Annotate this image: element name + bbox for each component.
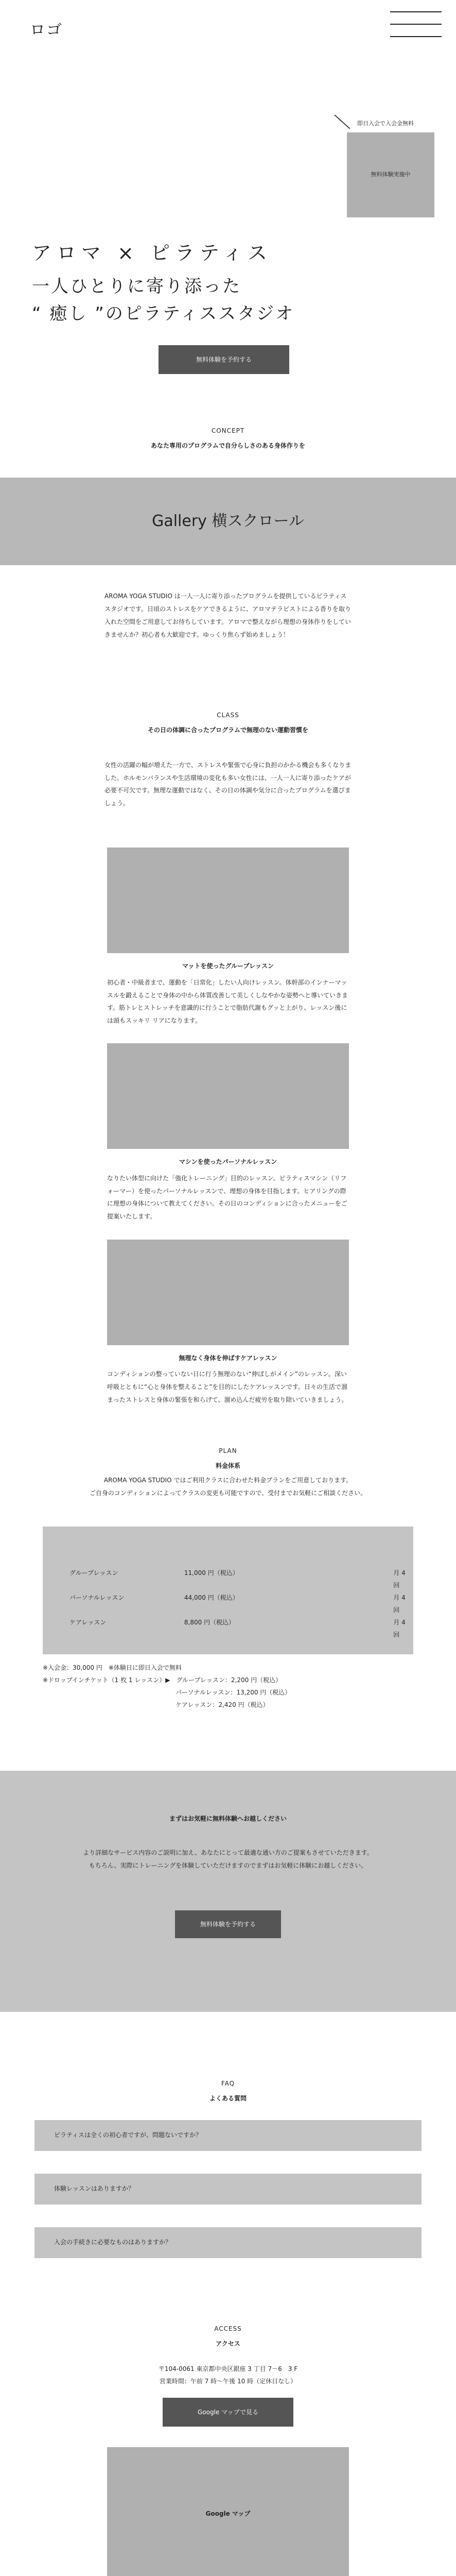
plan-price: 11,000 円（税込） xyxy=(184,1569,239,1577)
hero-subtitle xyxy=(32,273,294,327)
class-item-title: マットを使ったグループレッスン xyxy=(182,962,274,970)
trial-badge[interactable] xyxy=(347,118,440,217)
class-item-title: マシンを使ったパーソナルレッスン xyxy=(179,1158,277,1166)
badge-pointer-line xyxy=(334,114,350,129)
trial-text xyxy=(0,1846,456,1872)
faq-item[interactable]: 入会の手続きに必要なものはありますか？ xyxy=(34,2227,422,2258)
section-label: FAQ xyxy=(221,2080,235,2088)
plan-price-table xyxy=(43,1527,413,1654)
hamburger-menu-icon[interactable] xyxy=(390,11,442,38)
hero-subtitle-line2: “ 癒し ”のピラティススタジオ xyxy=(32,303,295,324)
class-item xyxy=(0,1240,456,1406)
plan-name: パーソナルレッスン xyxy=(69,1594,125,1602)
class-item-text: コンディションの整っていない日に行う無理のない“伸ばしがメイン”のレッスン。深い呼吸とともに“心と身体を整えること”を目的にしたケアレッスンです。日々の生活で溜まったストレスと身体の緊張を和らげて、溜め込んだ疲労を取り除いていきましょう。 xyxy=(107,1370,348,1403)
section-heading: アクセス xyxy=(216,2340,240,2347)
section-heading: あなた専用のプログラムで自分らしさのある身体作りを xyxy=(151,442,305,449)
plan-times: 月 4 回 xyxy=(393,1594,406,1614)
class-item xyxy=(0,848,456,1027)
class-image xyxy=(107,848,349,953)
google-map-button[interactable]: Google マップで見る xyxy=(163,2398,293,2427)
plan-row xyxy=(69,1616,413,1641)
plan-note: パーソナルレッスン：13,200 円（税込） xyxy=(176,1689,291,1697)
section-label: CLASS xyxy=(217,711,239,719)
trial-section xyxy=(0,1771,456,2012)
plan-notes xyxy=(43,1662,413,1711)
hero-cta-button[interactable]: 無料体験を予約する xyxy=(159,345,289,374)
section-label: CONCEPT xyxy=(211,427,245,434)
faq-item[interactable]: 体験レッスンはありますか？ xyxy=(34,2174,422,2205)
concept-text: AROMA YOGA STUDIO は一人一人に寄り添ったプログラムを提供しているピラティススタジオです。日頃のストレスをケアできるように、アロマテラピストによる香りを取り入れた空間をご用意してお待ちしています。アロマで整えながら理想の身体作りをしていきませんか？初心者も大歓迎です。ゆっくり焦らず始めましょう！ xyxy=(104,592,352,639)
plan-name: ケアレッスン xyxy=(69,1619,107,1626)
class-image xyxy=(107,1043,349,1149)
hero-subtitle-line1: 一人ひとりに寄り添った xyxy=(32,276,241,297)
plan-name: グループレッスン xyxy=(69,1569,118,1577)
trial-booking-button[interactable]: 無料体験を予約する xyxy=(175,1910,281,1938)
hours-line: 営業時間：午前 7 時～午後 10 時（定休日なし） xyxy=(159,2378,297,2385)
plan-note: ケアレッスン：2,420 円（税込） xyxy=(176,1701,269,1709)
address-line: 〒104-0061 東京都中央区銀座 3 丁目 7－6 3 F xyxy=(158,2365,298,2373)
menu-line xyxy=(390,36,442,37)
plan-times: 月 4 回 xyxy=(393,1569,406,1589)
faq-item[interactable]: ピラティスは全くの初心者ですが、問題ないですか？ xyxy=(34,2120,422,2151)
class-item xyxy=(0,1043,456,1223)
section-heading: その日の体調に合ったプログラムで無理のない運動習慣を xyxy=(148,726,308,734)
plan-intro-line: ご自身のコンディションによってクラスの変更も可能ですので、受付までお気軽にご相談ください。 xyxy=(89,1489,367,1497)
class-item-text: 初心者・中級者まで、運動を「日常化」したい人向けレッスン。体幹部のインナーマッスルを鍛えることで身体の中から体質改善して美しくしなやかな姿勢へと導いていきます。筋トレとストレッチを意識的に行うことで脂肪代謝もグッと上がり、レッスン後には頭もスッキリ リアになります。 xyxy=(107,979,348,1024)
hero-section xyxy=(0,57,456,345)
badge-note: 即日入会で入会金無料 xyxy=(357,120,414,127)
class-image xyxy=(107,1240,349,1345)
plan-row xyxy=(69,1591,413,1616)
site-header xyxy=(0,0,456,57)
access-address xyxy=(0,2363,456,2387)
plan-times: 月 4 回 xyxy=(393,1619,406,1639)
hero-title: アロマ × ピラティス xyxy=(32,242,272,264)
class-item-text: なりたい体型に向けた「強化トレーニング」目的のレッスン。ピラティスマシン（リフォーマー）を使ったパーソナルレッスンで、理想の身体を目指します。ヒアリングの際に理想の身体について教えてください。その日のコンディションに合ったメニューをご提案いたします。 xyxy=(107,1175,347,1221)
class-section xyxy=(0,709,456,1406)
logo[interactable]: ロゴ xyxy=(30,21,63,39)
trial-text-line: もちろん、実際にトレーニングを体験していただけますのでまずはお気軽に体験にお越しください。 xyxy=(89,1862,367,1870)
plan-row xyxy=(69,1567,413,1591)
plan-intro-line: AROMA YOGA STUDIO ではご利用クラスに合わせた料金プランをご用意しております。 xyxy=(103,1476,353,1484)
plan-price: 44,000 円（税込） xyxy=(184,1594,239,1602)
section-heading: 料金体系 xyxy=(215,1462,240,1470)
section-label: ACCESS xyxy=(214,2325,242,2332)
concept-section xyxy=(0,345,456,641)
section-heading: よくある質問 xyxy=(209,2095,247,2102)
plan-price: 8,800 円（税込） xyxy=(184,1619,235,1626)
menu-line xyxy=(390,11,442,12)
trial-text-line: より詳細なサービス内容のご説明に加え、あなたにとって最適な通い方のご提案もさせていただきます。 xyxy=(83,1849,373,1856)
class-item-title: 無理なく身体を伸ばすケアレッスン xyxy=(179,1354,277,1362)
faq-section xyxy=(0,2078,456,2258)
section-label: PLAN xyxy=(219,1447,237,1455)
badge-box[interactable]: 無料体験実施中 xyxy=(347,132,434,217)
plan-note: ※ドロップインチケット（1 枚 1 レッスン）▶ グループレッスン：2,200 円（税込） xyxy=(43,1676,282,1684)
google-map[interactable]: Google マップ xyxy=(107,2447,349,2576)
trial-heading: まずはお気軽に無料体験へお越しください xyxy=(169,1815,287,1823)
access-section xyxy=(0,2323,456,2576)
menu-line xyxy=(390,24,442,25)
plan-section xyxy=(0,1445,456,1711)
plan-intro xyxy=(0,1474,456,1500)
plan-note: ※入会金：30,000 円 ※体験日に即日入会で無料 xyxy=(43,1664,182,1672)
class-intro: 女性の活躍の幅が増えた一方で、ストレスや緊張で心身に負担のかかる機会も多くなりました。ホルモンバランスや生活環境の変化も多い女性には、一人一人に寄り添ったケアが必要不可欠です。無理な運動ではなく、その日の体調や気分に合ったプログラムを選びましょう。 xyxy=(104,761,352,807)
gallery-scroller[interactable]: Gallery 横スクロール xyxy=(0,478,456,565)
